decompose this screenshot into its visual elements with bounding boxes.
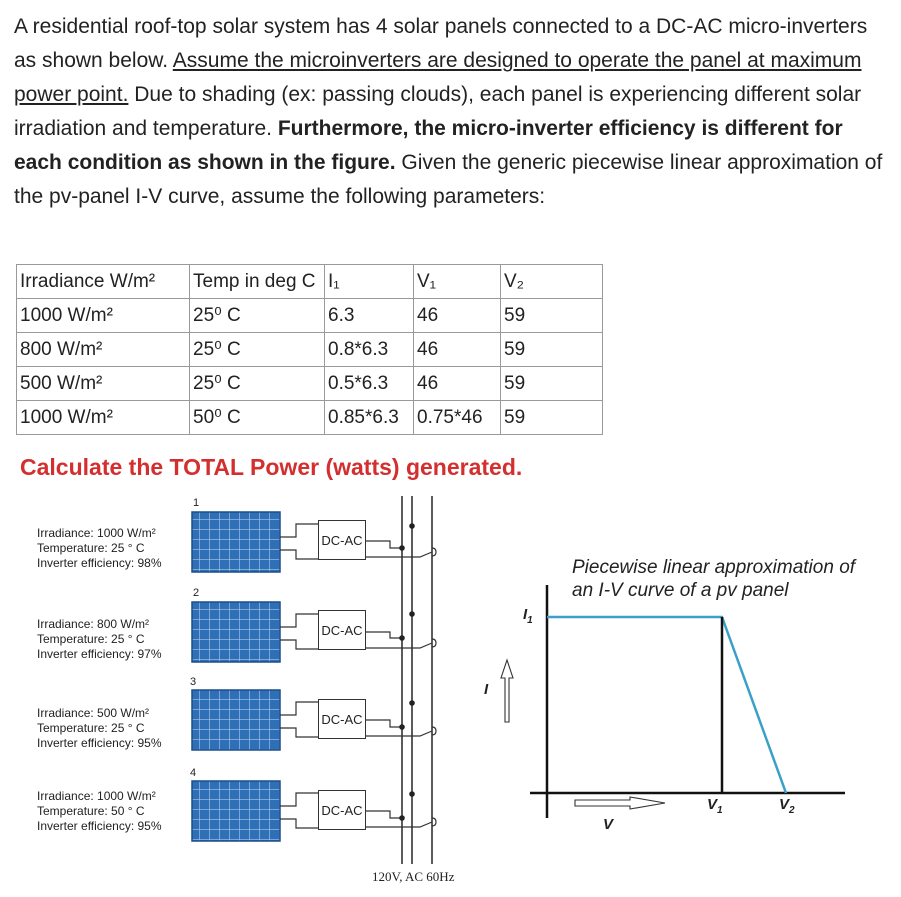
- panel-efficiency: Inverter efficiency: 95%: [37, 736, 162, 750]
- problem-shading: Due to shading (ex: passing clouds), each panel is experiencing different solar irradiation and temperature.: [14, 83, 862, 140]
- ac-bus-label: 120V, AC 60Hz: [372, 869, 455, 884]
- panel-index-4: 4: [190, 767, 197, 779]
- cell-irradiance: 1000 W/m²: [17, 401, 190, 435]
- solar-panel-3: [192, 690, 432, 750]
- voltage-arrow-icon: [575, 797, 665, 809]
- cell-v2: 59: [501, 367, 603, 401]
- panel-index-3: 3: [190, 676, 197, 688]
- panel-irradiance: Irradiance: 500 W/m²: [37, 706, 150, 720]
- iv-curve-title: [572, 556, 855, 602]
- cell-irradiance: 1000 W/m²: [17, 299, 190, 333]
- dcac-converter-2: DC-AC: [318, 610, 366, 650]
- panel-4-info: [37, 789, 162, 834]
- panel-efficiency: Inverter efficiency: 97%: [37, 647, 162, 661]
- header-v2: V₂: [501, 265, 603, 299]
- cell-temp: 25⁰ C: [190, 333, 325, 367]
- panel-temperature: Temperature: 50 ° C: [37, 804, 145, 818]
- cell-v2: 59: [501, 401, 603, 435]
- cell-temp: 25⁰ C: [190, 367, 325, 401]
- panel-irradiance: Irradiance: 1000 W/m²: [37, 789, 156, 803]
- i1-label: $I_1$: [523, 606, 533, 626]
- cell-v2: 59: [501, 299, 603, 333]
- problem-intro: A residential roof-top solar system has 4 solar panels connected to a DC-AC micro-inverters as shown below.: [14, 15, 868, 72]
- current-arrow-icon: [501, 660, 513, 722]
- panel-3-info: [37, 706, 162, 751]
- header-temp: Temp in deg C: [190, 265, 325, 299]
- dcac-converter-3: DC-AC: [318, 699, 366, 739]
- cell-v1: 0.75*46: [414, 401, 501, 435]
- cell-temp: 50⁰ C: [190, 401, 325, 435]
- problem-emphasis: Furthermore, the micro-inverter efficiency is different for each condition as shown in the figure.: [14, 117, 843, 174]
- panel-index-2: 2: [193, 587, 200, 599]
- panel-temperature: Temperature: 25 ° C: [37, 541, 145, 555]
- solar-panel-4: [192, 781, 432, 841]
- cell-irradiance: 800 W/m²: [17, 333, 190, 367]
- cell-i1: 0.8*6.3: [325, 333, 414, 367]
- x-axis-label: V: [603, 816, 614, 833]
- cell-irradiance: 500 W/m²: [17, 367, 190, 401]
- cell-v2: 59: [501, 333, 603, 367]
- ac-bus: [399, 496, 436, 864]
- v1-label: $V_1$: [707, 796, 723, 816]
- solar-panel-2: [192, 602, 432, 662]
- panel-irradiance: Irradiance: 1000 W/m²: [37, 526, 156, 540]
- panel-temperature: Temperature: 25 ° C: [37, 632, 145, 646]
- cell-v1: 46: [414, 333, 501, 367]
- cell-temp: 25⁰ C: [190, 299, 325, 333]
- header-v1: V₁: [414, 265, 501, 299]
- solar-panel-1: [192, 512, 432, 572]
- panel-irradiance: Irradiance: 800 W/m²: [37, 617, 150, 631]
- problem-assumption: Assume the microinverters are designed to operate the panel at maximum power point.: [14, 49, 862, 106]
- y-axis-label: I: [484, 681, 489, 698]
- dcac-converter-4: DC-AC: [318, 790, 366, 830]
- cell-i1: 6.3: [325, 299, 414, 333]
- panel-1-info: [37, 526, 162, 571]
- header-irradiance: Irradiance W/m²: [17, 265, 190, 299]
- panel-efficiency: Inverter efficiency: 98%: [37, 556, 162, 570]
- header-i1: I₁: [325, 265, 414, 299]
- dcac-converter-1: DC-AC: [318, 520, 366, 560]
- panel-efficiency: Inverter efficiency: 95%: [37, 819, 162, 833]
- panel-2-info: [37, 617, 162, 662]
- cell-v1: 46: [414, 367, 501, 401]
- iv-title-line-2: an I-V curve of a pv panel: [572, 580, 789, 601]
- panel-temperature: Temperature: 25 ° C: [37, 721, 145, 735]
- cell-i1: 0.5*6.3: [325, 367, 414, 401]
- cell-v1: 46: [414, 299, 501, 333]
- panel-index-1: 1: [193, 497, 200, 509]
- problem-closing: Given the generic piecewise linear approximation of the pv-panel I-V curve, assume the following parameters:: [14, 151, 883, 208]
- cell-i1: 0.85*6.3: [325, 401, 414, 435]
- v2-label: $V_2$: [779, 796, 795, 816]
- question-heading: Calculate the TOTAL Power (watts) generated.: [20, 454, 523, 480]
- iv-title-line-1: Piecewise linear approximation of: [572, 557, 856, 578]
- iv-curve-chart: [501, 585, 845, 818]
- iv-curve-line: [547, 617, 786, 793]
